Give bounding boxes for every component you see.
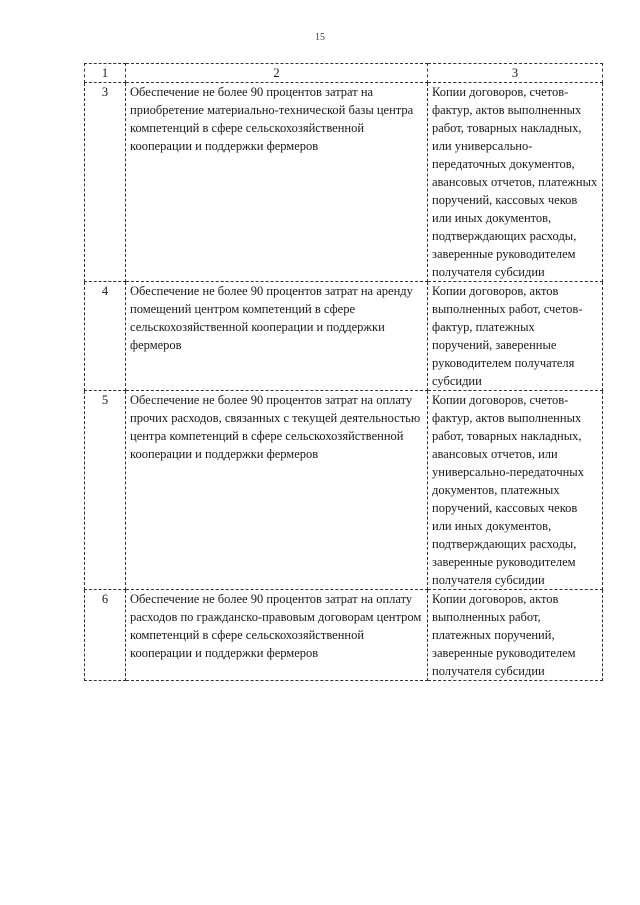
table-header-row (85, 64, 603, 83)
expense-description: Обеспечение не более 90 процентов затрат на аренду помещений центром компетенций в сфере сельскохозяйственной кооперации и поддержки фермеров (126, 282, 428, 391)
subsidy-expense-table (84, 63, 603, 681)
required-documents: Копии договоров, счетов-фактур, актов выполненных работ, товарных накладных, авансовых отчетов, или универсально-передаточных документов, платежных поручений, кассовых чеков или иных документов, подтверждающих расходы, заверенные руководителем получателя субсидии (428, 391, 603, 590)
row-number: 3 (85, 83, 126, 282)
expense-description: Обеспечение не более 90 процентов затрат на оплату прочих расходов, связанных с текущей деятельностью центра компетенций в сфере сельскохозяйственной кооперации и поддержки фермеров (126, 391, 428, 590)
expense-description: Обеспечение не более 90 процентов затрат на оплату расходов по гражданско-правовым договорам центром компетенций в сфере сельскохозяйственной кооперации и поддержки фермеров (126, 590, 428, 681)
table-row (85, 391, 603, 590)
row-number: 6 (85, 590, 126, 681)
column-header-1: 1 (85, 64, 126, 83)
required-documents: Копии договоров, счетов-фактур, актов выполненных работ, товарных накладных, или универсально-передаточных документов, авансовых отчетов, платежных поручений, кассовых чеков или иных документов, подтверждающих расходы, заверенные руководителем получателя субсидии (428, 83, 603, 282)
column-header-2: 2 (126, 64, 428, 83)
expense-description: Обеспечение не более 90 процентов затрат на приобретение материально-технической базы центра компетенций в сфере сельскохозяйственной кооперации и поддержки фермеров (126, 83, 428, 282)
table-row (85, 590, 603, 681)
row-number: 4 (85, 282, 126, 391)
row-number: 5 (85, 391, 126, 590)
required-documents: Копии договоров, актов выполненных работ, счетов-фактур, платежных поручений, заверенные руководителем получателя субсидии (428, 282, 603, 391)
required-documents: Копии договоров, актов выполненных работ, платежных поручений, заверенные руководителем получателя субсидии (428, 590, 603, 681)
table-row (85, 282, 603, 391)
page-number: 15 (315, 32, 325, 43)
column-header-3: 3 (428, 64, 603, 83)
table-row (85, 83, 603, 282)
